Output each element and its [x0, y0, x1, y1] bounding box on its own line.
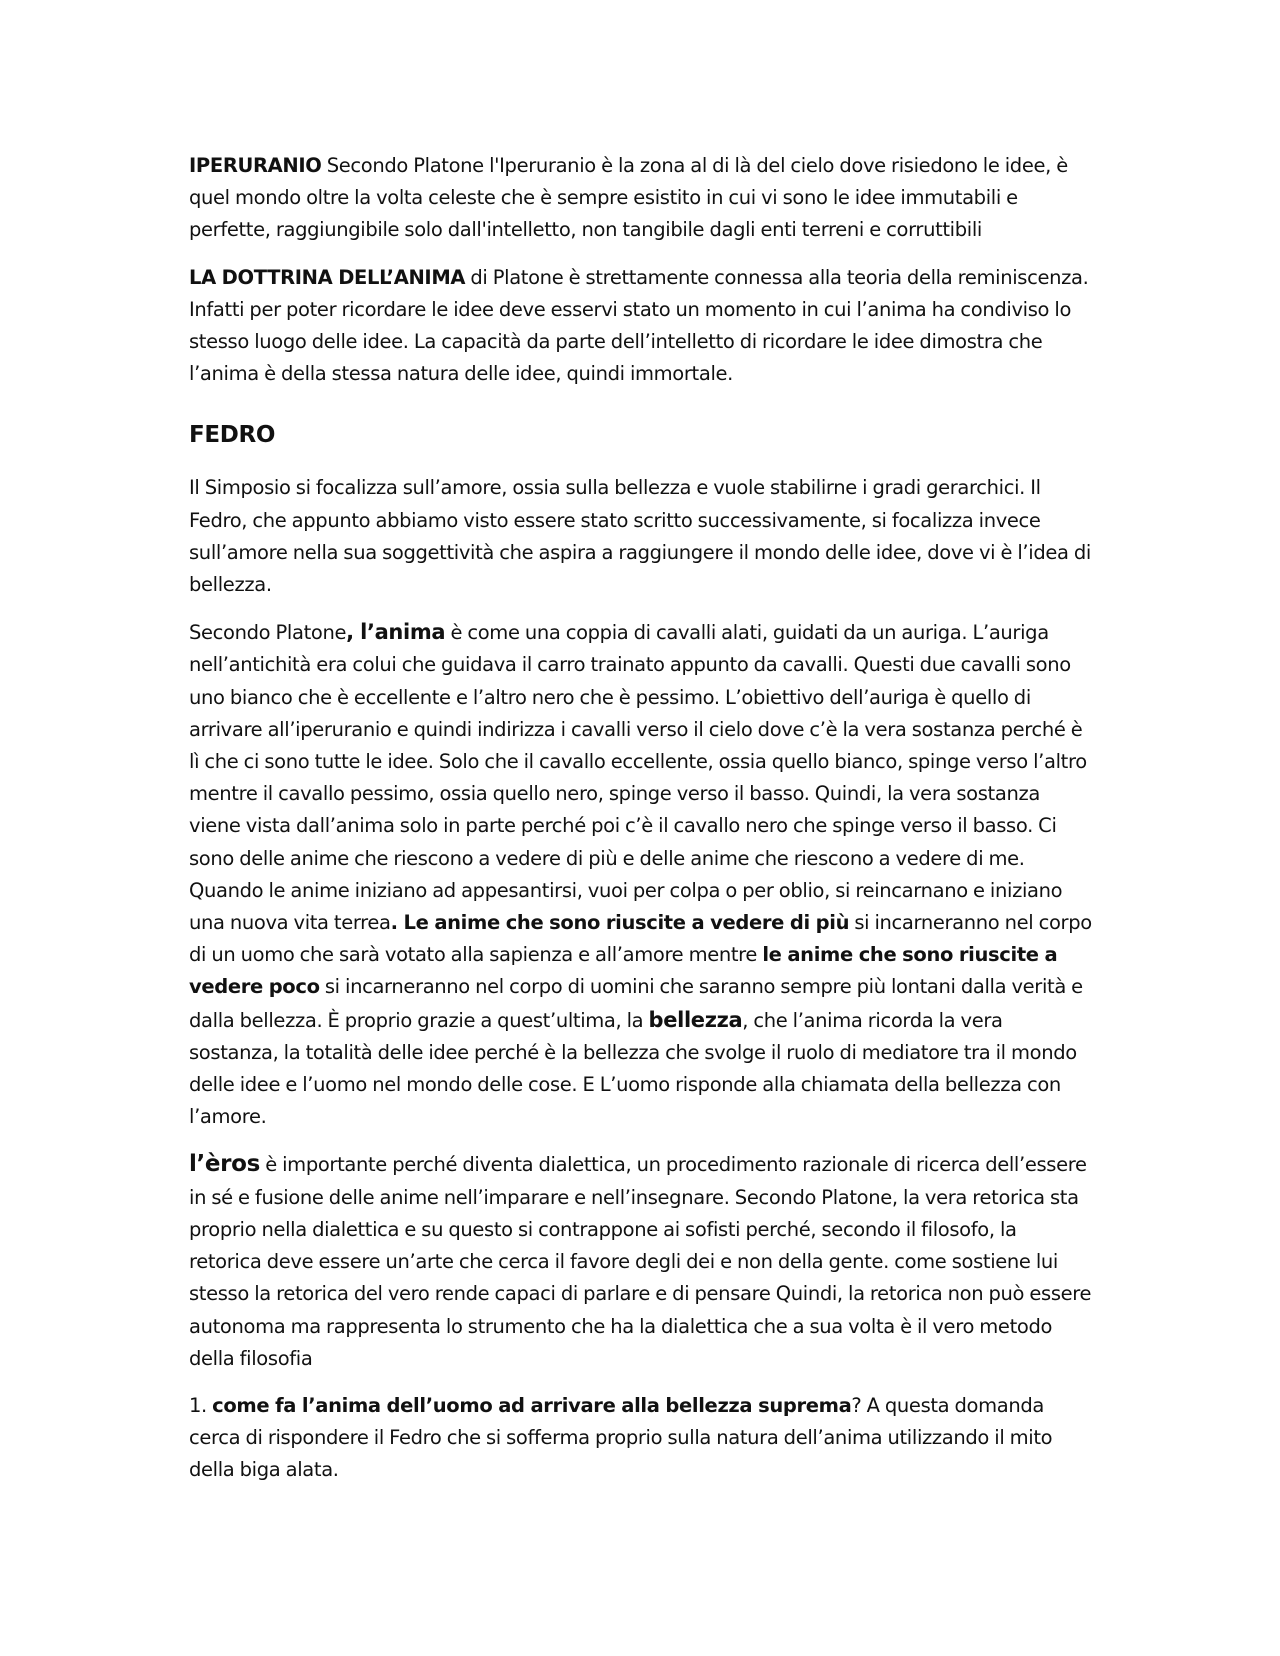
paragraph-text: è come una coppia di cavalli alati, guidati da un auriga. L’auriga nell’antichità era colui che guidava il carro trainato appunto da cavalli. Questi due cavalli sono uno bianco che è eccellente e l’altro nero che è pessimo. L’obiettivo dell’auriga è quello di arrivare all’iperuranio e quindi indirizza i cavalli verso il cielo dove c’è la vera sostanza perché è lì che ci sono tutte le idee. Solo che il cavallo eccellente, ossia quello bianco, spinge verso l’altro mentre il cavallo pessimo, ossia quello nero, spinge verso il basso. Quindi, la vera sostanza viene vista dall’anima solo in parte perché poi c’è il cavallo nero che spinge verso il basso. Ci sono delle anime che riescono a vedere di più e delle anime che riescono a vedere di me. Quando le anime iniziano ad appesantirsi, vuoi per colpa o per oblio, si reincarnano e iniziano una nuova vita terrea	[189, 621, 1087, 935]
paragraph-question	[189, 1390, 1094, 1487]
paragraph-text: Secondo Platone	[189, 621, 347, 645]
list-number: 1.	[189, 1393, 213, 1417]
emphasis-vedere-poco: le anime che sono riuscite a vedere poco	[189, 943, 1058, 999]
paragraph-text: si incarneranno nel corpo di un uomo che sarà votato alla sapienza e all’amore mentre	[189, 911, 1092, 967]
term-eros: l’èros	[189, 1151, 260, 1178]
paragraph-text: è importante perché diventa dialettica, un procedimento razionale di ricerca dell’essere in sé e fusione delle anime nell’imparare e nell’insegnare. Secondo Platone, la vera retorica sta proprio nella dialettica e su questo si contrappone ai sofisti perché, secondo il filosofo, la retorica deve essere un’arte che cerca il favore degli dei e non della gente. come sostiene lui stesso la retorica del vero rende capaci di parlare e di pensare Quindi, la retorica non può essere autonoma ma rappresenta lo strumento che ha la dialettica che a sua volta è il vero metodo della filosofia	[189, 1153, 1092, 1370]
question-bold: come fa l’anima dell’uomo ad arrivare alla bellezza suprema	[212, 1393, 852, 1417]
section-heading-fedro: FEDRO	[189, 422, 276, 449]
term-dottrina-anima: LA DOTTRINA DELL’ANIMA	[189, 265, 466, 289]
paragraph-anima-cavalli	[189, 616, 1094, 1133]
term-iperuranio: IPERURANIO	[189, 154, 322, 177]
emphasis-vedere-di-piu: . Le anime che sono riuscite a vedere di più	[390, 911, 850, 935]
paragraph-text: si incarneranno nel corpo di uomini che saranno sempre più lontani dalla verità e dalla bellezza. È proprio grazie a quest’ultima, la	[189, 975, 1083, 1032]
paragraph-dottrina-anima	[189, 262, 1094, 391]
paragraph-simposio: Il Simposio si focalizza sull’amore, ossia sulla bellezza e vuole stabilirne i gradi gerarchici. Il Fedro, che appunto abbiamo visto essere stato scritto successivamente, si focalizza invece sull’amore nella sua soggettività che aspira a raggiungere il mondo delle idee, dove vi è l’idea di bellezza.	[189, 476, 1091, 597]
paragraph-iperuranio	[189, 150, 1094, 247]
paragraph-eros	[189, 1148, 1094, 1374]
paragraph-text: Secondo Platone l'Iperuranio è la zona al di là del cielo dove risiedono le idee, è quel mondo oltre la volta celeste che è sempre esistito in cui vi sono le idee immutabili e perfette, raggiungibile solo dall'intelletto, non tangibile dagli enti terreni e corruttibili	[189, 154, 1068, 242]
paragraph-text: ? A questa domanda cerca di rispondere il Fedro che si sofferma proprio sulla natura dell’anima utilizzando il mito della biga alata.	[189, 1393, 1053, 1482]
paragraph-text: di Platone è strettamente connessa alla teoria della reminiscenza. Infatti per poter ricordare le idee deve esservi stato un momento in cui l’anima ha condiviso lo stesso luogo delle idee. La capacità da parte dell’intelletto di ricordare le idee dimostra che l’anima è della stessa natura delle idee, quindi immortale.	[189, 265, 1089, 386]
document-body	[189, 150, 1094, 1502]
term-anima: , l’anima	[346, 620, 446, 645]
term-bellezza: bellezza	[648, 1007, 743, 1032]
paragraph-text: , che l’anima ricorda la vera sostanza, la totalità delle idee perché è la bellezza che svolge il ruolo di mediatore tra il mondo delle idee e l’uomo nel mondo delle cose. E L’uomo risponde alla chiamata della bellezza con l’amore.	[189, 1008, 1077, 1129]
